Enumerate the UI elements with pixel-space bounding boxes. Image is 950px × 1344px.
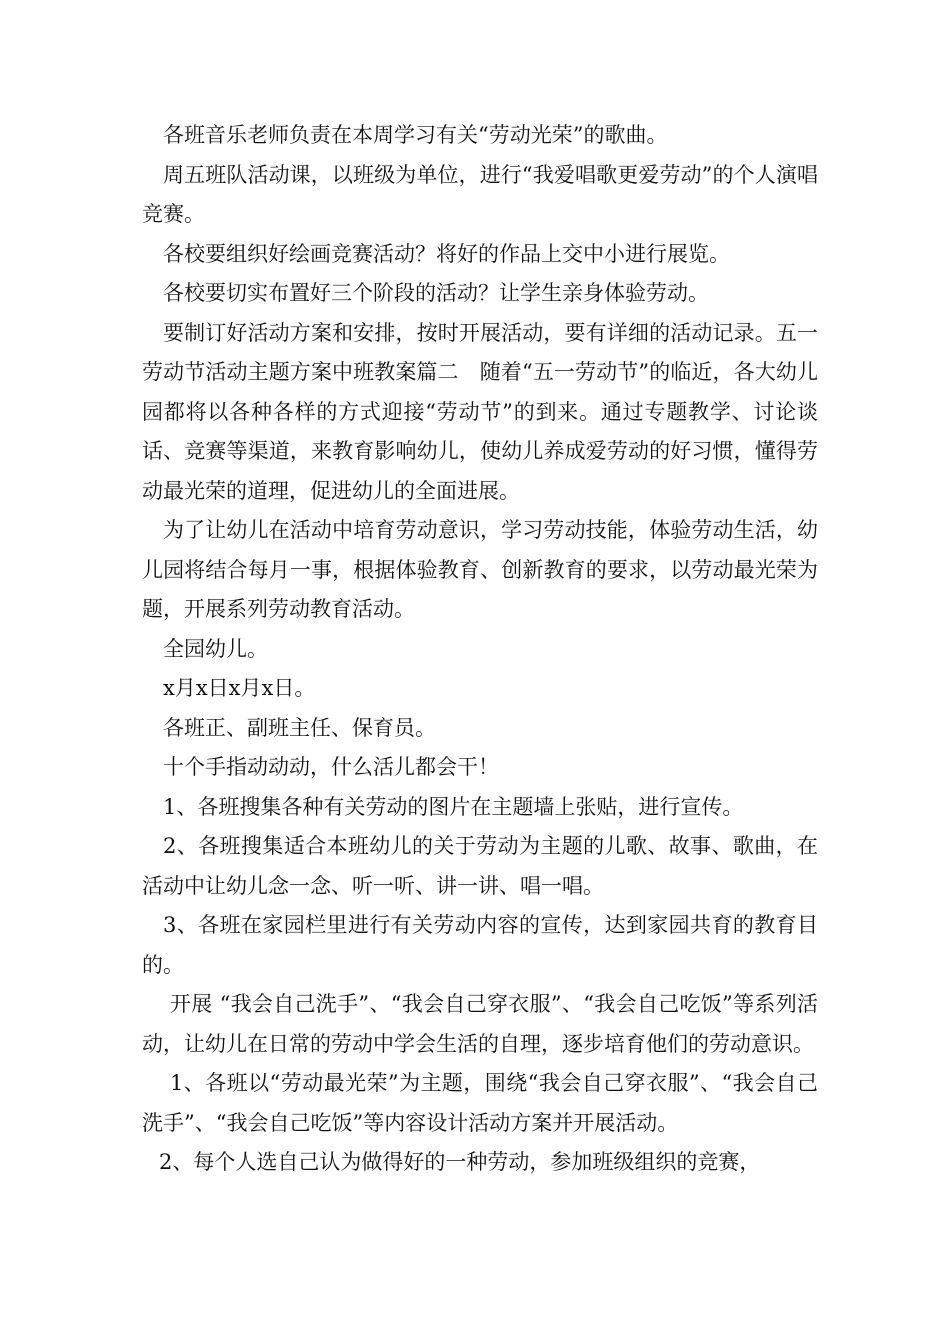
paragraph-labor-awareness: 为了让幼儿在活动中培育劳动意识，学习劳动技能，体验劳动生活，幼儿园将结合每月一事，根据体验教育、创新教育的要求，以劳动最光荣为题，开展系列劳动教育活动。 bbox=[142, 518, 818, 621]
paragraph-slogan: 十个手指动动动，什么活儿都会干！ bbox=[163, 755, 499, 779]
paragraph-painting-contest: 各校要组织好绘画竞赛活动？将好的作品上交中小进行展览。 bbox=[163, 241, 730, 266]
paragraph-three-stages: 各校要切实布置好三个阶段的活动？让学生亲身体验劳动。 bbox=[163, 281, 709, 305]
paragraph-friday-singing-contest: 周五班队活动课，以班级为单位，进行“我爱唱歌更爱劳动”的个人演唱竞赛。 bbox=[142, 162, 818, 226]
list-item-songs-stories: 2、各班搜集适合本班幼儿的关于劳动为主题的儿歌、故事、歌曲，在活动中让幼儿念一念、听一听、讲一讲、唱一唱。 bbox=[142, 834, 818, 898]
paragraph-dates: x月x日x月x日。 bbox=[163, 676, 316, 700]
list-item-pictures: 1、各班搜集各种有关劳动的图片在主题墙上张贴，进行宣传。 bbox=[163, 794, 744, 819]
document-body bbox=[142, 116, 818, 1183]
list-item-home-school: 3、各班在家园栏里进行有关劳动内容的宣传，达到家园共育的教育目的。 bbox=[142, 913, 818, 977]
paragraph-activity-plan: 要制订好活动方案和安排，按时开展活动，要有详细的活动记录。五一劳动节活动主题方案中班教案篇二 随着“五一劳动节”的临近，各大幼儿园都将以各种各样的方式迎接“劳动节”的到来。通过专题教学、讨论谈话、竞赛等渠道，来教育影响幼儿，使幼儿养成爱劳动的好习惯，懂得劳动最光荣的道理，促进幼儿的全面进展。 bbox=[142, 320, 818, 503]
list-item-theme-design: 1、各班以“劳动最光荣”为主题，围绕“我会自己穿衣服”、“我会自己洗手”、“我会自己吃饭”等内容设计活动方案并开展活动。 bbox=[142, 1071, 818, 1135]
paragraph-staff: 各班正、副班主任、保育员。 bbox=[163, 715, 436, 740]
paragraph-music-teachers: 各班音乐老师负责在本周学习有关“劳动光荣”的歌曲。 bbox=[163, 123, 668, 147]
list-item-competition: 2、每个人选自己认为做得好的一种劳动，参加班级组织的竞赛， bbox=[159, 1150, 761, 1174]
paragraph-self-care-activities: 开展 “我会自己洗手”、“我会自己穿衣服”、“我会自己吃饭”等系列活动，让幼儿在日常的劳动中学会生活的自理，逐步培育他们的劳动意识。 bbox=[142, 992, 818, 1056]
paragraph-participants: 全园幼儿。 bbox=[163, 636, 268, 661]
